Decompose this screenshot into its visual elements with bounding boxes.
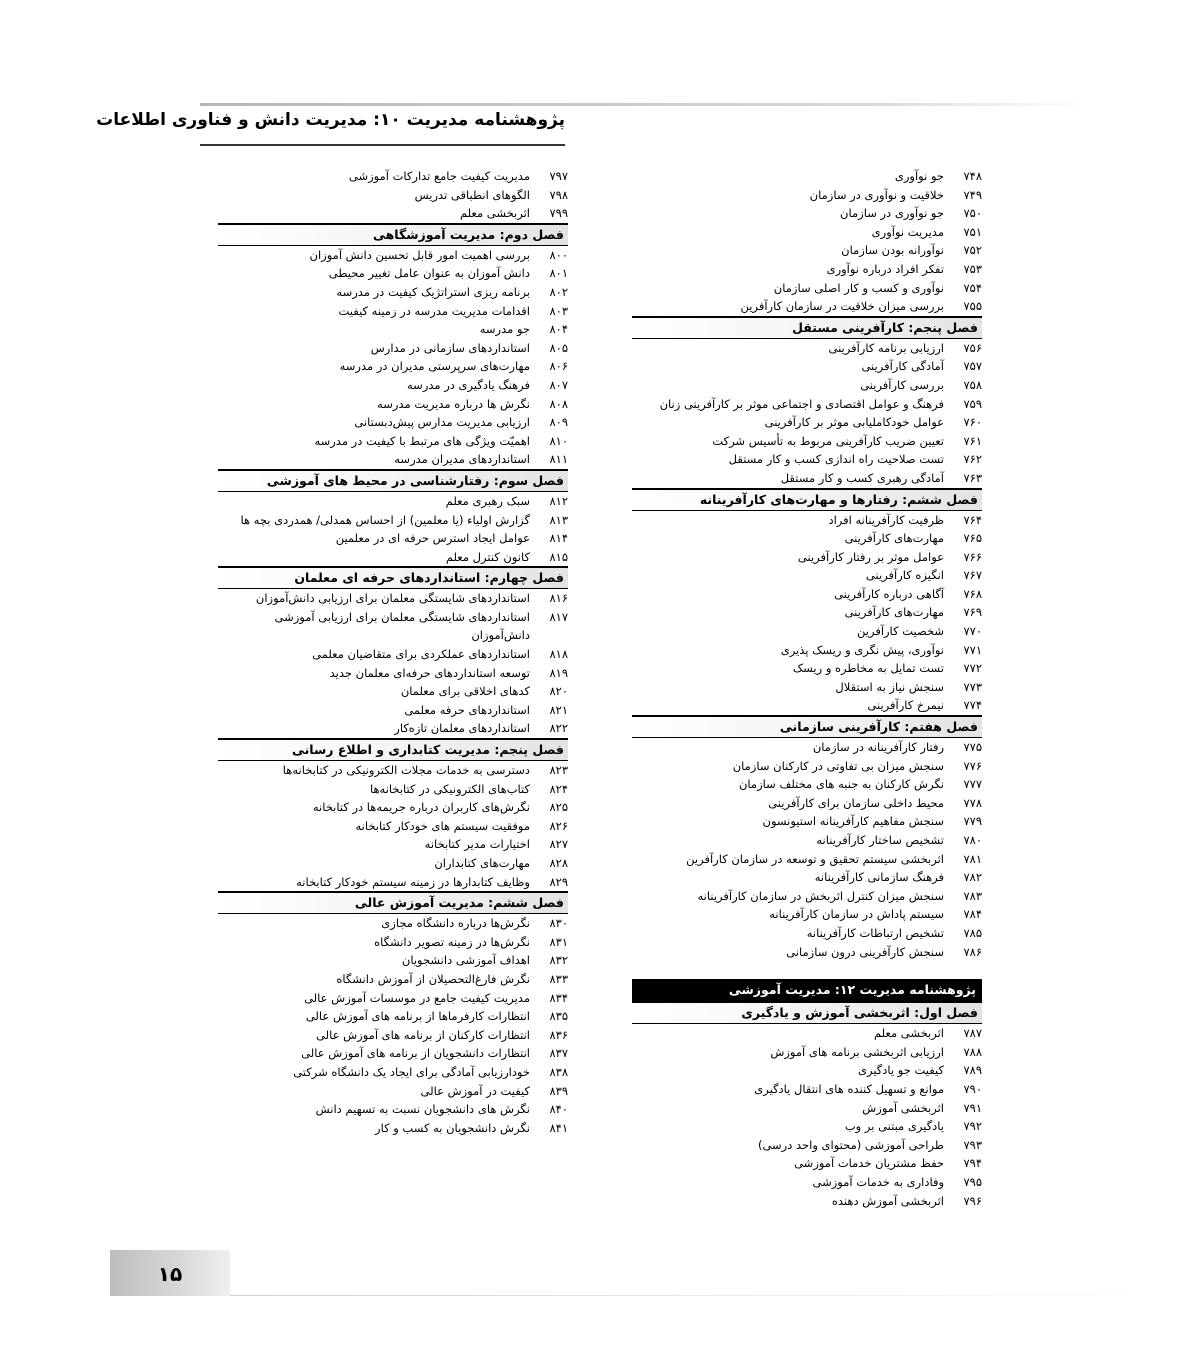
entry-title: اهمیّت ویژگی های مرتبط با کیفیت در مدرسه [314, 433, 530, 448]
entry-number: ۸۳۱ [549, 934, 568, 949]
toc-entry [218, 914, 568, 933]
toc-entry [218, 320, 568, 339]
entry-title: ارزیابی اثربخشی برنامه های آموزش [770, 1044, 944, 1059]
toc-entry [632, 603, 982, 622]
entry-number: ۸۰۴ [549, 322, 568, 337]
toc-entry [632, 868, 982, 887]
entry-title: جو مدرسه [479, 322, 530, 337]
entry-title: بررسی اهمیت امور قابل تحسین دانش آموزان [309, 247, 530, 262]
entry-number: ۷۵۴ [963, 280, 982, 295]
entry-title: اقدامات مدیریت مدرسه در زمینه کیفیت [338, 303, 530, 318]
entry-title: نگرش‌ها درباره دانشگاه مجازی [381, 916, 530, 931]
entry-number: ۷۷۰ [963, 624, 982, 639]
toc-entry [218, 492, 568, 511]
toc-entry [218, 1100, 568, 1119]
entry-number: ۷۸۷ [963, 1026, 982, 1041]
entry-number: ۸۲۸ [549, 856, 568, 870]
entry-number: ۸۱۵ [549, 549, 568, 564]
entry-number: ۸۰۷ [549, 377, 568, 392]
entry-title: سنجش میزان کنترل اثربخش در سازمان کارآفرینانه [697, 888, 944, 903]
entry-number: ۷۹۵ [963, 1174, 982, 1189]
entry-number: ۷۶۴ [963, 512, 982, 527]
entry-number: ۷۹۶ [963, 1193, 982, 1208]
toc-entry [632, 1099, 982, 1118]
toc-entry [218, 589, 568, 608]
entry-title: الگوهای انطباقی تدریس [414, 187, 530, 202]
toc-entry [218, 413, 568, 432]
entry-number: ۸۲۱ [549, 702, 568, 717]
toc-entry [632, 622, 982, 641]
toc-entry [218, 701, 568, 720]
entry-title: گزارش اولیاء (یا معلمین) از احساس همدلی/ همدردی بچه ها [240, 512, 530, 527]
entry-number: ۸۰۱ [549, 266, 568, 281]
entry-number: ۷۷۸ [963, 795, 982, 810]
entry-number: ۸۲۹ [549, 874, 568, 889]
entry-title: نگرش های دانشجویان نسبت به تسهیم دانش [315, 1102, 530, 1117]
toc-entry [218, 283, 568, 302]
toc-entry [632, 1154, 982, 1173]
entry-number: ۸۳۰ [549, 916, 568, 931]
entry-title: سبک رهبری معلم [445, 493, 530, 508]
entry-title: کانون کنترل معلم [445, 549, 530, 564]
toc-entry [632, 450, 982, 469]
toc-entry [218, 395, 568, 414]
entry-number: ۷۷۹ [963, 814, 982, 829]
toc-entry [632, 1136, 982, 1155]
toc-entry [632, 469, 982, 488]
entry-number: ۷۹۹ [549, 206, 568, 221]
entry-number: ۸۲۳ [549, 763, 568, 778]
entry-number: ۸۰۸ [549, 396, 568, 411]
chapter-heading: فصل سوم: رفتارشناسی در محیط های آموزشی [218, 469, 568, 492]
toc-entry [632, 641, 982, 660]
entry-number: ۸۱۰ [549, 433, 568, 448]
entry-title: تشخیص ساختار کارآفرینانه [816, 833, 944, 847]
entry-number: ۸۲۴ [549, 781, 568, 796]
entry-number: ۸۳۵ [549, 1009, 568, 1024]
toc-entry [218, 204, 568, 223]
toc-column-left [218, 167, 568, 1137]
chapter-heading: فصل چهارم: استانداردهای حرفه ای معلمان [218, 566, 568, 589]
entry-number: ۸۳۸ [549, 1064, 568, 1079]
entry-title: عوامل خودکاملیابی موثر بر کارآفرینی [764, 415, 944, 430]
entry-title: موفقیت سیستم های خودکار کتابخانه [355, 818, 530, 833]
toc-entry [632, 585, 982, 604]
entry-title: کدهای اخلاقی برای معلمان [400, 684, 530, 699]
entry-title: یادگیری مبتنی بر وب [844, 1119, 944, 1134]
toc-entry [218, 951, 568, 970]
toc-entry [218, 780, 568, 799]
toc-entry [218, 1119, 568, 1138]
toc-entry [218, 186, 568, 205]
entry-number: ۸۱۹ [549, 665, 568, 680]
entry-title: نوآوری، پیش نگری و ریسک پذیری [780, 642, 944, 657]
toc-entry [632, 659, 982, 678]
entry-number: ۷۸۴ [963, 907, 982, 922]
toc-entry [632, 511, 982, 530]
entry-title: کیفیت جو یادگیری [857, 1063, 944, 1078]
entry-title: جو نوآوری در سازمان [840, 206, 944, 221]
entry-number: ۸۰۳ [549, 303, 568, 318]
toc-entry [218, 817, 568, 836]
entry-number: ۷۴۸ [963, 169, 982, 183]
entry-title: ارزیابی مدیریت مدارس پیش‌دبستانی [354, 415, 530, 430]
entry-title: استانداردهای عملکردی برای متقاضیان معلمی [312, 647, 530, 662]
entry-number: ۷۹۳ [963, 1137, 982, 1152]
entry-number: ۷۸۳ [963, 888, 982, 903]
toc-entry [218, 339, 568, 358]
entry-title: کتاب‌های الکترونیکی در کتابخانه‌ها [369, 781, 530, 796]
entry-title: حفظ مشتریان خدمات آموزشی [794, 1156, 944, 1171]
entry-title: مدیریت کیفیت جامع در موسسات آموزش عالی [304, 990, 530, 1005]
entry-title: مدیریت نوآوری [871, 224, 944, 239]
entry-title: اثربخشی آموزش [862, 1100, 944, 1115]
entry-title: بررسی میزان خلاقیت در سازمان کارآفرین [740, 299, 944, 314]
entry-title: نگرش کارکنان به جنبه های مختلف سازمان [738, 777, 944, 792]
entry-title: آمادگی رهبری کسب و کار مستقل [780, 470, 944, 485]
entry-title: تفکر افراد درباره نوآوری [826, 261, 944, 276]
entry-title: نیمرخ کارآفرینی [867, 698, 944, 713]
entry-title: توسعه استانداردهای حرفه‌ای معلمان جدید [329, 665, 530, 680]
entry-title: نگرش ها درباره مدیریت مدرسه [377, 396, 530, 411]
entry-number: ۷۶۰ [963, 415, 982, 430]
entry-title: نوآورانه بودن سازمان [841, 243, 944, 258]
entry-number: ۸۰۰ [549, 247, 568, 262]
entry-title: وفاداری به خدمات آموزشی [812, 1174, 944, 1189]
entry-number: ۸۱۴ [549, 531, 568, 546]
toc-entry [632, 812, 982, 831]
entry-title: مدیریت کیفیت جامع تدارکات آموزشی [348, 169, 530, 183]
entry-title: تست صلاحیت راه اندازی کسب و کار مستقل [728, 452, 944, 467]
entry-title: رفتار کارآفرینانه در سازمان [812, 740, 944, 755]
entry-title: استانداردهای شایستگی معلمان برای ارزیابی آموزشی دانش‌آموزان [274, 609, 530, 643]
toc-column-right [632, 167, 982, 1210]
entry-title: مهارت‌های کارآفرینی [844, 605, 944, 620]
toc-entry [632, 924, 982, 943]
toc-entry [632, 887, 982, 906]
entry-number: ۸۳۶ [549, 1027, 568, 1042]
toc-entry [632, 1080, 982, 1099]
toc-entry [218, 450, 568, 469]
toc-entry [218, 989, 568, 1008]
entry-number: ۷۷۶ [963, 758, 982, 773]
running-header-title: پژوهشنامه مدیریت ۱۰: مدیریت دانش و فناوری اطلاعات [96, 110, 565, 130]
toc-entry [632, 905, 982, 924]
entry-title: تعیین ضریب کارآفرینی مربوط به تأسیس شرکت [712, 433, 944, 448]
entry-title: دسترسی به خدمات مجلات الکترونیکی در کتابخانه‌ها [282, 763, 530, 778]
toc-entry [218, 1026, 568, 1045]
toc-entry [218, 1044, 568, 1063]
entry-number: ۸۰۶ [549, 359, 568, 374]
header-bottom-rule [200, 144, 565, 146]
toc-entry [632, 376, 982, 395]
entry-title: طراحی آموزشی (محتوای واحد درسی) [757, 1137, 944, 1152]
entry-number: ۸۱۳ [549, 512, 568, 527]
entry-title: کیفیت در آموزش عالی [420, 1083, 530, 1098]
part-heading: پژوهشنامه مدیریت ۱۲: مدیریت آموزشی [632, 979, 982, 1001]
toc-entry [218, 357, 568, 376]
entry-title: اختیارات مدیر کتابخانه [424, 837, 530, 852]
entry-title: انتظارات کارکنان از برنامه های آموزش عالی [316, 1027, 530, 1042]
entry-number: ۷۷۵ [963, 740, 982, 755]
entry-number: ۷۵۰ [963, 206, 982, 221]
entry-title: اثربخشی سیستم تحقیق و توسعه در سازمان کارآفرین [686, 851, 944, 866]
entry-number: ۸۱۱ [549, 452, 568, 467]
entry-number: ۷۸۲ [963, 870, 982, 885]
chapter-heading: فصل پنجم: کارآفرینی مستقل [632, 316, 982, 339]
entry-number: ۷۵۸ [963, 377, 982, 392]
page-number: ۱۵ [157, 1262, 183, 1286]
entry-title: نگرش‌ها در زمینه تصویر دانشگاه [374, 934, 530, 949]
entry-title: فرهنگ یادگیری در مدرسه [407, 377, 530, 392]
entry-number: ۷۵۲ [963, 243, 982, 258]
toc-entry [632, 757, 982, 776]
footer-rule [230, 1295, 1180, 1296]
toc-entry [632, 339, 982, 358]
entry-number: ۸۱۷ [549, 609, 568, 624]
toc-entry [632, 204, 982, 223]
toc-entry [632, 738, 982, 757]
entry-title: وظایف کتابدارها در زمینه سیستم خودکار کتابخانه [296, 874, 530, 889]
toc-entry [632, 260, 982, 279]
entry-number: ۷۵۹ [963, 396, 982, 411]
entry-title: انتظارات کارفرماها از برنامه های آموزش عالی [305, 1009, 530, 1024]
entry-number: ۷۶۹ [963, 605, 982, 620]
entry-title: عوامل موثر بر رفتار کارآفرینی [797, 549, 944, 564]
toc-entry [218, 167, 568, 186]
entry-number: ۷۶۵ [963, 531, 982, 546]
toc-entry [632, 297, 982, 316]
toc-entry [218, 608, 568, 645]
toc-entry [632, 1061, 982, 1080]
toc-entry [632, 223, 982, 242]
chapter-heading: فصل دوم: مدیریت آموزشگاهی [218, 223, 568, 246]
entry-number: ۷۸۱ [963, 851, 982, 866]
entry-title: دانش آموزان به عنوان عامل تغییر محیطی [328, 266, 530, 281]
entry-number: ۸۳۴ [549, 990, 568, 1005]
entry-number: ۷۹۲ [963, 1119, 982, 1134]
toc-entry [632, 794, 982, 813]
chapter-heading: فصل اول: اثربخشی آموزش و یادگیری [632, 1001, 982, 1024]
toc-entry [218, 970, 568, 989]
toc-entry [632, 943, 982, 962]
entry-number: ۷۸۶ [963, 944, 982, 959]
toc-entry [218, 1082, 568, 1101]
entry-number: ۸۱۶ [549, 591, 568, 606]
toc-entry [218, 511, 568, 530]
entry-title: عوامل ایجاد استرس حرفه ای در معلمین [335, 531, 530, 546]
entry-title: نگرش‌های کاربران درباره جریمه‌ها در کتابخانه [312, 800, 530, 815]
toc-entry [218, 664, 568, 683]
entry-number: ۷۷۴ [963, 698, 982, 713]
entry-title: سنجش کارآفرینی درون سازمانی [786, 944, 944, 959]
entry-number: ۸۳۷ [549, 1046, 568, 1061]
chapter-heading: فصل پنجم: مدیریت کتابداری و اطلاع رسانی [218, 738, 568, 761]
toc-entry [218, 854, 568, 873]
entry-title: نگرش فارغ‌التحصیلان از آموزش دانشگاه [336, 971, 530, 986]
entry-title: تشخیص ارتباطات کارآفرینانه [806, 925, 944, 940]
entry-title: انگیزه کارآفرینی [865, 568, 944, 583]
toc-entry [632, 1024, 982, 1043]
entry-title: آمادگی کارآفرینی [861, 359, 944, 374]
entry-title: اثربخشی معلم [873, 1026, 944, 1041]
entry-title: مهارت‌های کتابداران [434, 856, 530, 870]
toc-entry [632, 566, 982, 585]
toc-entry [632, 241, 982, 260]
entry-number: ۷۸۸ [963, 1044, 982, 1059]
toc-entry [632, 850, 982, 869]
entry-number: ۷۵۷ [963, 359, 982, 374]
entry-title: انتظارات دانشجویان از برنامه های آموزش عالی [301, 1046, 530, 1061]
toc-entry [632, 413, 982, 432]
entry-number: ۸۱۲ [549, 493, 568, 508]
entry-number: ۷۷۳ [963, 679, 982, 694]
toc-entry [218, 873, 568, 892]
toc-entry [632, 529, 982, 548]
entry-number: ۷۷۱ [963, 642, 982, 657]
entry-title: نگرش دانشجویان به کسب و کار [375, 1120, 530, 1135]
entry-title: استانداردهای سازمانی در مدارس [370, 340, 530, 355]
entry-title: ارزیابی برنامه کارآفرینی [828, 340, 944, 355]
entry-title: استانداردهای معلمان تازه‌کار [394, 721, 530, 736]
entry-title: آگاهی درباره کارآفرینی [834, 586, 944, 601]
entry-number: ۷۵۱ [963, 224, 982, 239]
toc-entry [218, 682, 568, 701]
toc-entry [218, 264, 568, 283]
entry-number: ۷۶۸ [963, 586, 982, 601]
toc-entry [632, 775, 982, 794]
toc-entry [218, 246, 568, 265]
toc-entry [218, 376, 568, 395]
toc-entry [632, 831, 982, 850]
entry-number: ۸۳۲ [549, 953, 568, 968]
entry-title: برنامه ریزی استراتژیک کیفیت در مدرسه [336, 284, 530, 299]
toc-entry [218, 761, 568, 780]
entry-number: ۷۵۳ [963, 261, 982, 276]
entry-number: ۸۰۹ [549, 415, 568, 430]
entry-title: محیط داخلی سازمان برای کارآفرینی [768, 795, 944, 810]
toc-entry [218, 933, 568, 952]
entry-title: استانداردهای شایستگی معلمان برای ارزیابی دانش‌آموزان [255, 591, 530, 606]
chapter-heading: فصل ششم: رفتارها و مهارت‌های کارآفرینانه [632, 488, 982, 511]
entry-title: فرهنگ سازمانی کارآفرینانه [814, 870, 944, 885]
entry-number: ۷۷۲ [963, 661, 982, 676]
entry-title: فرهنگ و عوامل اقتصادی و اجتماعی موثر بر کارآفرینی زنان [659, 396, 944, 411]
toc-entry [632, 279, 982, 298]
toc-entry [218, 1063, 568, 1082]
entry-title: تست تمایل به مخاطره و ریسک [792, 661, 944, 676]
entry-title: نوآوری و کسب و کار اصلی سازمان [773, 280, 944, 295]
toc-entry [632, 1173, 982, 1192]
entry-number: ۸۴۰ [549, 1102, 568, 1117]
entry-title: استانداردهای حرفه معلمی [404, 702, 530, 717]
toc-entry [632, 186, 982, 205]
entry-title: ظرفیت کارآفرینانه افراد [828, 512, 944, 527]
toc-entry [218, 719, 568, 738]
toc-entry [632, 167, 982, 186]
toc-entry [218, 548, 568, 567]
toc-entry [218, 432, 568, 451]
toc-entry [218, 645, 568, 664]
entry-title: مهارت‌های سرپرستی مدیران در مدرسه [339, 359, 530, 374]
toc-entry [218, 302, 568, 321]
entry-title: مهارت‌های کارآفرینی [844, 531, 944, 546]
entry-number: ۸۳۳ [549, 971, 568, 986]
entry-title: اثربخشی آموزش دهنده [831, 1193, 944, 1208]
toc-entry [218, 798, 568, 817]
entry-title: اثربخشی معلم [459, 206, 530, 221]
entry-number: ۷۶۶ [963, 549, 982, 564]
entry-number: ۷۸۵ [963, 925, 982, 940]
entry-number: ۷۸۰ [963, 833, 982, 847]
entry-title: جو نوآوری [894, 169, 944, 183]
toc-entry [632, 395, 982, 414]
entry-title: بررسی کارآفرینی [860, 377, 944, 392]
toc-entry [632, 696, 982, 715]
entry-number: ۷۶۷ [963, 568, 982, 583]
entry-number: ۷۹۰ [963, 1081, 982, 1096]
entry-title: شخصیت کارآفرین [857, 624, 944, 639]
entry-number: ۷۹۸ [549, 187, 568, 202]
entry-number: ۸۱۸ [549, 647, 568, 662]
entry-number: ۸۴۱ [549, 1120, 568, 1135]
entry-title: سنجش مفاهیم کارآفرینانه استیونسون [762, 814, 944, 829]
toc-entry [632, 548, 982, 567]
entry-number: ۷۹۴ [963, 1156, 982, 1171]
entry-number: ۸۲۷ [549, 837, 568, 852]
toc-entry [632, 432, 982, 451]
entry-number: ۷۸۹ [963, 1063, 982, 1078]
entry-title: موانع و تسهیل کننده های انتقال یادگیری [754, 1081, 944, 1096]
entry-number: ۸۲۵ [549, 800, 568, 815]
toc-entry [218, 529, 568, 548]
entry-title: اهداف آموزشی دانشجویان [401, 953, 530, 968]
entry-number: ۷۶۱ [963, 433, 982, 448]
toc-entry [632, 1192, 982, 1211]
entry-number: ۷۶۳ [963, 470, 982, 485]
entry-number: ۷۶۲ [963, 452, 982, 467]
chapter-heading: فصل ششم: مدیریت آموزش عالی [218, 891, 568, 914]
toc-entry [218, 835, 568, 854]
toc-entry [218, 1007, 568, 1026]
entry-title: سیستم پاداش در سازمان کارآفرینانه [769, 907, 944, 922]
entry-title: استانداردهای مدیران مدرسه [394, 452, 530, 467]
entry-number: ۷۹۷ [549, 169, 568, 183]
entry-number: ۷۴۹ [963, 187, 982, 202]
entry-number: ۸۳۹ [549, 1083, 568, 1098]
toc-entry [632, 1043, 982, 1062]
entry-number: ۷۵۵ [963, 299, 982, 314]
chapter-heading: فصل هفتم: کارآفرینی سازمانی [632, 715, 982, 738]
header-top-rule [200, 103, 1090, 106]
entry-title: خلاقیت و نوآوری در سازمان [809, 187, 944, 202]
entry-number: ۸۰۲ [549, 284, 568, 299]
entry-number: ۸۲۰ [549, 684, 568, 699]
entry-number: ۸۲۲ [549, 721, 568, 736]
toc-entry [632, 357, 982, 376]
entry-number: ۷۷۷ [963, 777, 982, 792]
entry-title: سنجش میزان بی تفاوتی در کارکنان سازمان [732, 758, 944, 773]
toc-entry [632, 678, 982, 697]
entry-number: ۷۵۶ [963, 340, 982, 355]
entry-title: سنجش نیاز به استقلال [835, 679, 944, 694]
entry-number: ۸۰۵ [549, 340, 568, 355]
entry-title: خودارزیابی آمادگی برای ایجاد یک دانشگاه شرکتی [293, 1064, 530, 1079]
entry-number: ۸۲۶ [549, 818, 568, 833]
entry-number: ۷۹۱ [963, 1100, 982, 1115]
toc-entry [632, 1117, 982, 1136]
